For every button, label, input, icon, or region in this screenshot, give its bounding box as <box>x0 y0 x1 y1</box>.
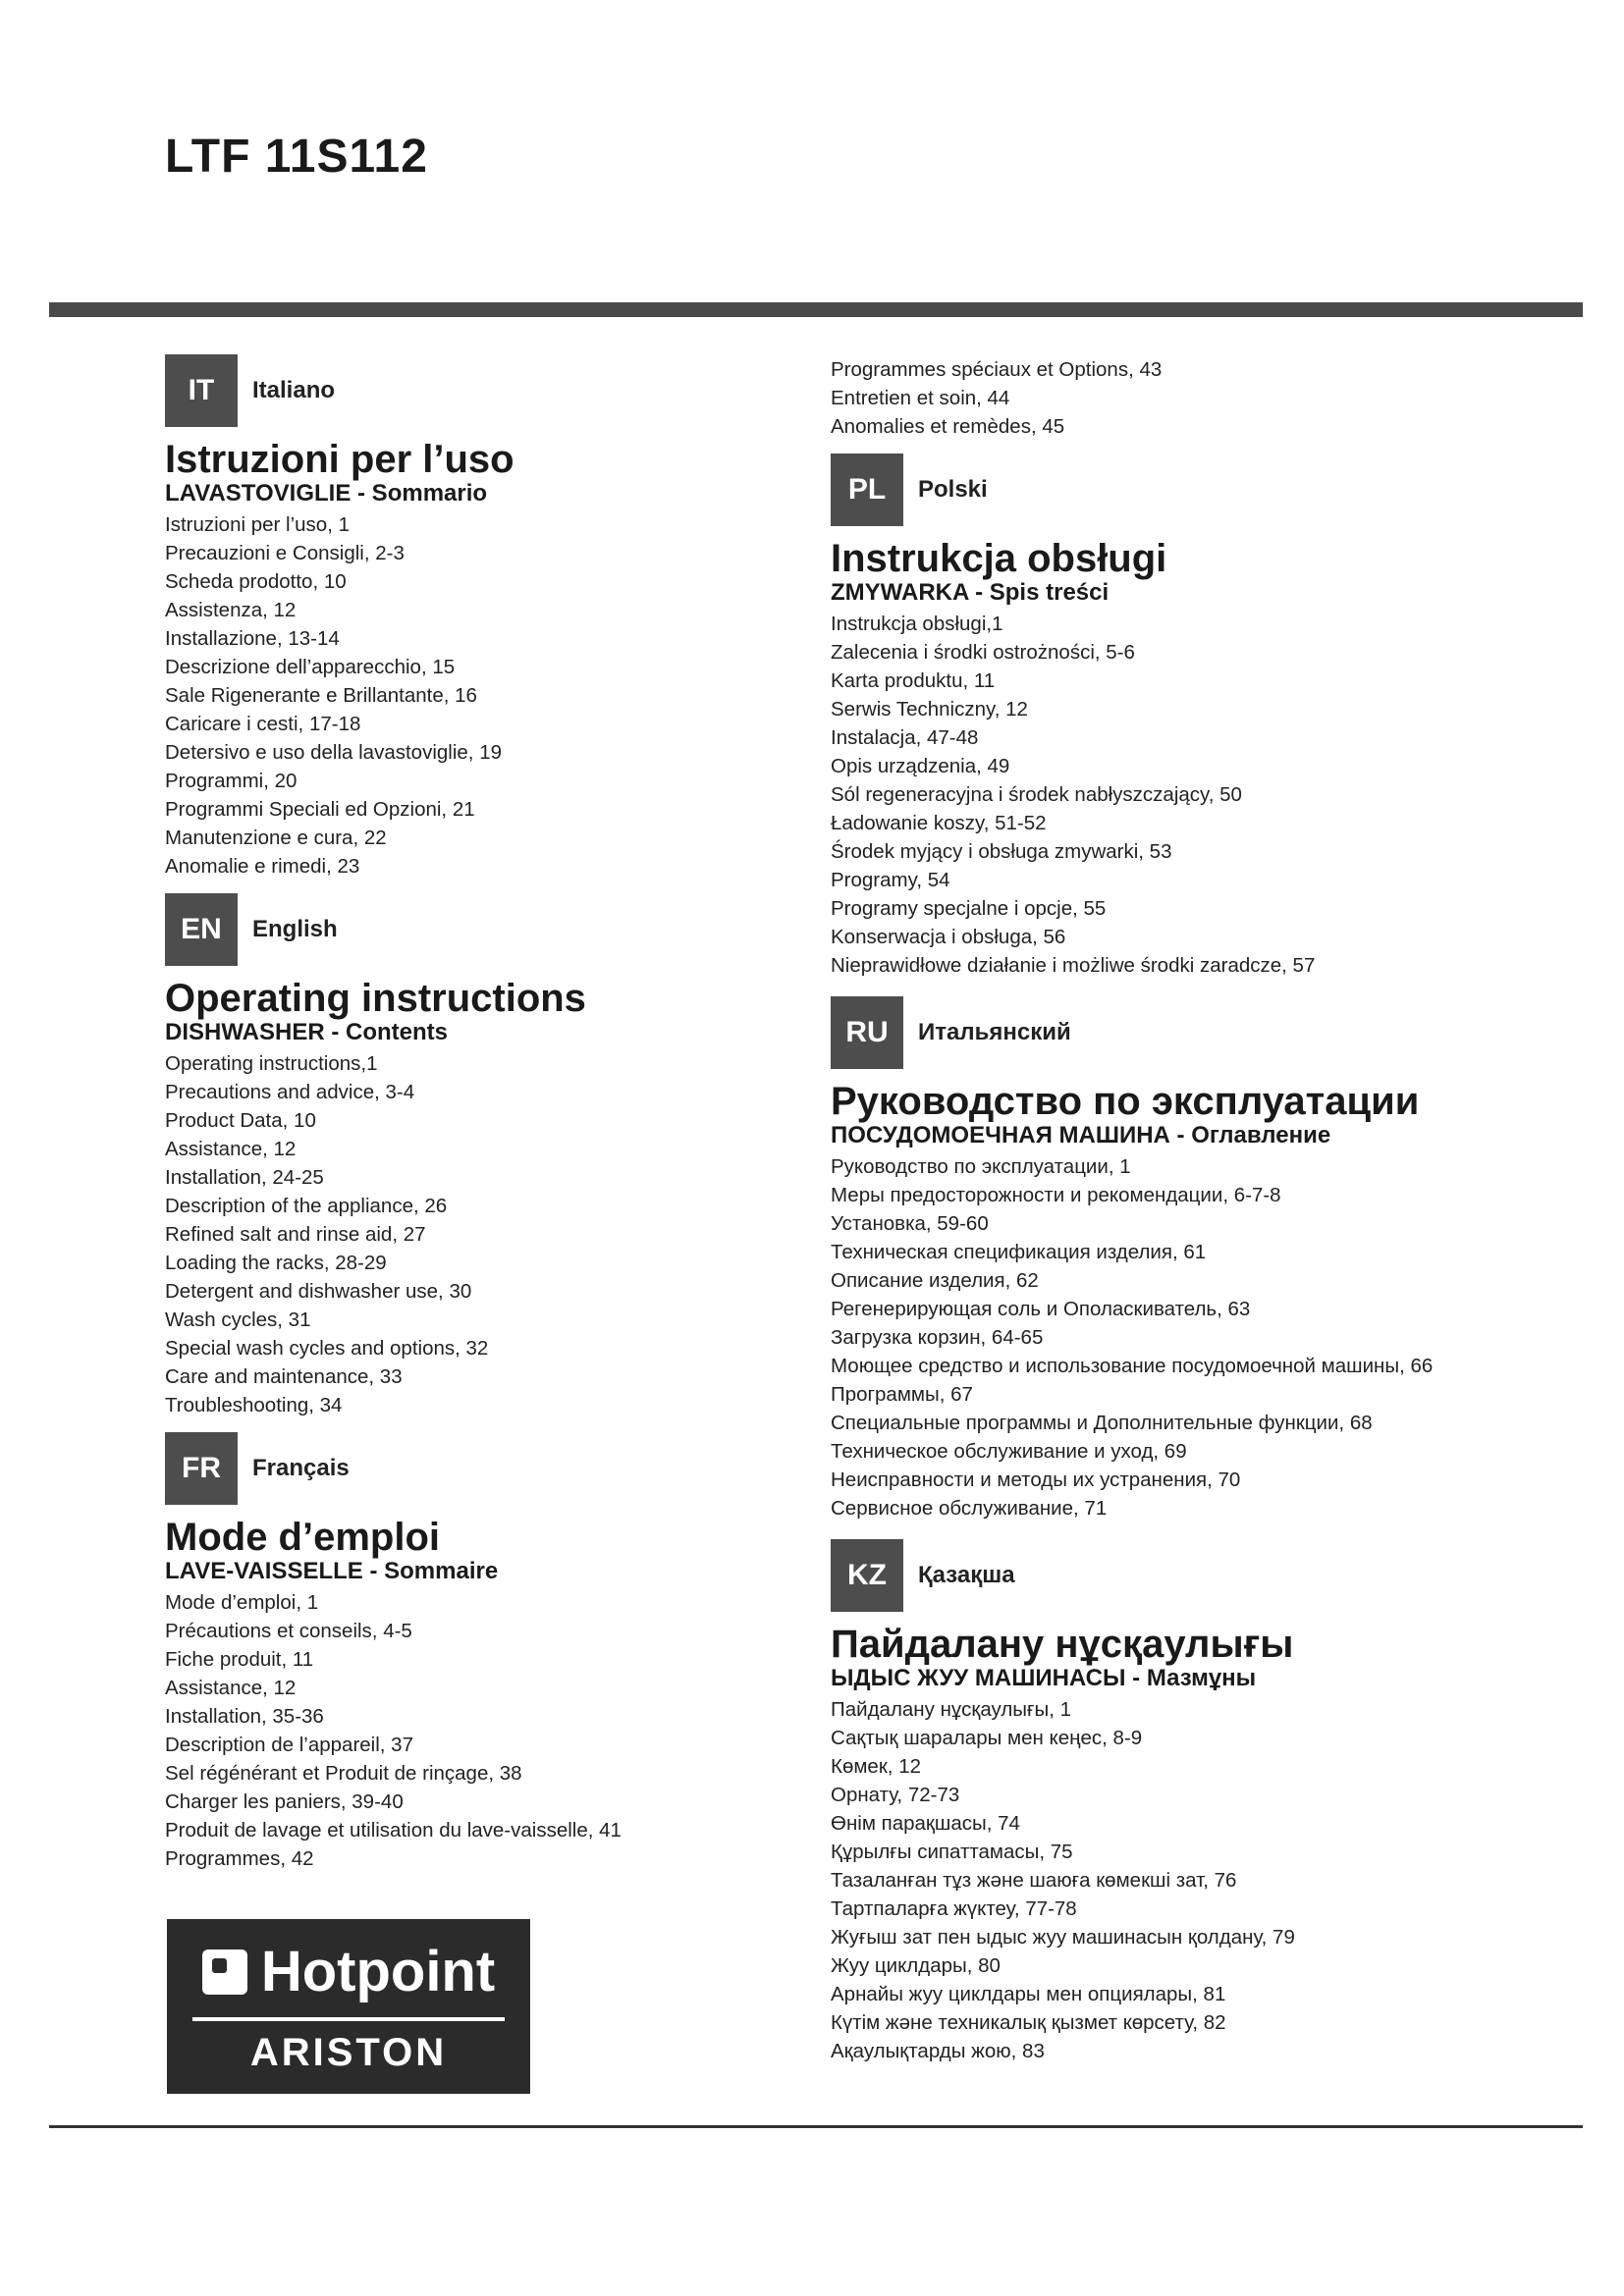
toc-item: Manutenzione e cura, 22 <box>165 827 387 849</box>
toc-item: Специальные программы и Дополнительные функции, 68 <box>831 1412 1373 1434</box>
doc-title: Руководство по эксплуатации <box>831 1080 1420 1123</box>
toc-item: Wash cycles, 31 <box>165 1308 311 1331</box>
toc-item: Көмек, 12 <box>831 1755 921 1778</box>
toc-item: Caricare i cesti, 17-18 <box>165 713 361 735</box>
toc-item: Mode d’emploi, 1 <box>165 1591 319 1614</box>
toc-item: Loading the racks, 28-29 <box>165 1252 387 1274</box>
toc-item: Описание изделия, 62 <box>831 1269 1039 1292</box>
toc-item: Care and maintenance, 33 <box>165 1365 403 1388</box>
toc-item: Тазаланған тұз және шаюға көмекші зат, 76 <box>831 1869 1237 1892</box>
toc-item: Special wash cycles and options, 32 <box>165 1337 489 1360</box>
toc-item: Programmes, 42 <box>165 1847 314 1870</box>
logo-top-row <box>167 1940 530 2003</box>
footer-divider-line <box>49 2125 1583 2128</box>
header-divider-bar <box>49 302 1583 317</box>
toc-item: Күтім және техникалық қызмет көрсету, 82 <box>831 2011 1226 2034</box>
lang-code-badge: PL <box>831 454 903 526</box>
right-column <box>831 355 1577 2065</box>
doc-subtitle: LAVASTOVIGLIE - Sommario <box>165 480 488 507</box>
toc-item: Charger les paniers, 39-40 <box>165 1790 404 1813</box>
left-column <box>165 355 911 1873</box>
toc-item: Техническая спецификация изделия, 61 <box>831 1241 1207 1263</box>
toc-item: Жуғыш зат пен ыдыс жуу машинасын қолдану, 79 <box>831 1926 1295 1949</box>
toc-item: Refined salt and rinse aid, 27 <box>165 1223 426 1246</box>
toc-item: Assistance, 12 <box>165 1138 297 1160</box>
lang-code-badge: RU <box>831 996 903 1069</box>
model-title: LTF 11S112 <box>165 131 428 183</box>
lang-code-badge: EN <box>165 893 238 966</box>
logo-divider <box>192 2017 505 2021</box>
doc-subtitle: ПОСУДОМОЕЧНАЯ МАШИНА - Оглавление <box>831 1122 1331 1148</box>
toc-list <box>831 610 1577 980</box>
toc-item: Troubleshooting, 34 <box>165 1394 343 1416</box>
toc-item: Karta produktu, 11 <box>831 669 996 692</box>
lang-header <box>831 454 1577 525</box>
logo-sub-text: ARISTON <box>249 2031 448 2074</box>
lang-name: Français <box>252 1455 350 1481</box>
toc-item: Өнім парақшасы, 74 <box>831 1812 1020 1835</box>
toc-item: Description de l’appareil, 37 <box>165 1734 413 1756</box>
toc-item: Operating instructions,1 <box>165 1052 378 1075</box>
toc-item: Programy, 54 <box>831 869 950 891</box>
lang-header <box>165 1433 911 1504</box>
toc-item: Detersivo e uso della lavastoviglie, 19 <box>165 741 502 764</box>
toc-item: Жуу циклдары, 80 <box>831 1954 1001 1977</box>
toc-item: Descrizione dell’apparecchio, 15 <box>165 656 456 678</box>
toc-item: Sel régénérant et Produit de rinçage, 38 <box>165 1762 522 1785</box>
toc-item: Installazione, 13-14 <box>165 627 340 650</box>
toc-item: Assistenza, 12 <box>165 599 297 621</box>
toc-item: Programmi Speciali ed Opzioni, 21 <box>165 798 475 821</box>
doc-subtitle: DISHWASHER - Contents <box>165 1019 448 1045</box>
section-russian <box>831 997 1577 1522</box>
toc-item: Środek myjący i obsługa zmywarki, 53 <box>831 840 1172 863</box>
hotpoint-ariston-logo <box>167 1919 530 2094</box>
toc-item: Құрылғы сипаттамасы, 75 <box>831 1841 1073 1863</box>
toc-item: Руководство по эксплуатации, 1 <box>831 1155 1131 1178</box>
lang-name: Polski <box>918 476 988 503</box>
toc-list <box>831 1152 1577 1522</box>
hotpoint-mark-icon <box>202 1949 247 1995</box>
toc-item: Programmi, 20 <box>165 770 298 792</box>
toc-item: Description of the appliance, 26 <box>165 1195 448 1217</box>
toc-item: Précautions et conseils, 4-5 <box>165 1620 412 1642</box>
toc-item: Product Data, 10 <box>165 1109 316 1132</box>
toc-item: Entretien et soin, 44 <box>831 387 1010 409</box>
lang-code-badge: IT <box>165 354 238 427</box>
toc-item: Installation, 35-36 <box>165 1705 324 1728</box>
toc-list <box>165 1588 911 1873</box>
toc-item: Sale Rigenerante e Brillantante, 16 <box>165 684 477 707</box>
lang-header <box>165 894 911 965</box>
lang-header <box>165 355 911 426</box>
doc-subtitle: LAVE-VAISSELLE - Sommaire <box>165 1558 499 1584</box>
toc-item: Produit de lavage et utilisation du lave-vaisselle, 41 <box>165 1819 622 1842</box>
toc-item: Scheda prodotto, 10 <box>165 570 347 593</box>
toc-item: Ładowanie koszy, 51-52 <box>831 812 1047 834</box>
toc-item: Detergent and dishwasher use, 30 <box>165 1280 472 1303</box>
lang-header <box>831 1540 1577 1611</box>
toc-list <box>165 1049 911 1419</box>
doc-title: Instrukcja obsługi <box>831 537 1167 580</box>
toc-item: Регенерирующая соль и Ополаскиватель, 63 <box>831 1298 1251 1320</box>
toc-item: Anomalie e rimedi, 23 <box>165 855 360 878</box>
doc-title: Mode d’emploi <box>165 1516 440 1559</box>
toc-item: Загрузка корзин, 64-65 <box>831 1326 1044 1349</box>
toc-item: Sól regeneracyjna i środek nabłyszczający, 50 <box>831 783 1242 806</box>
lang-header <box>831 997 1577 1068</box>
logo-brand-text: Hotpoint <box>260 1940 496 2003</box>
toc-item: Fiche produit, 11 <box>165 1648 314 1671</box>
toc-item: Assistance, 12 <box>165 1677 297 1699</box>
toc-item: Programmes spéciaux et Options, 43 <box>831 358 1163 381</box>
lang-name: English <box>252 916 338 942</box>
toc-item: Меры предосторожности и рекомендации, 6-7-8 <box>831 1184 1281 1206</box>
toc-item: Konserwacja i obsługa, 56 <box>831 926 1066 948</box>
toc-item: Ақаулықтарды жою, 83 <box>831 2040 1045 2062</box>
toc-item: Техническое обслуживание и уход, 69 <box>831 1440 1187 1463</box>
doc-subtitle: ЫДЫС ЖУУ МАШИНАСЫ - Мазмұны <box>831 1665 1257 1691</box>
doc-title: Пайдалану нұсқаулығы <box>831 1623 1294 1666</box>
toc-item: Моющее средство и использование посудомоечной машины, 66 <box>831 1355 1434 1377</box>
toc-item: Неисправности и методы их устранения, 70 <box>831 1468 1241 1491</box>
toc-item: Precautions and advice, 3-4 <box>165 1081 415 1103</box>
toc-item: Орнату, 72-73 <box>831 1784 960 1806</box>
toc-list <box>165 510 911 881</box>
toc-item: Сервисное обслуживание, 71 <box>831 1497 1108 1520</box>
doc-title: Istruzioni per l’uso <box>165 438 514 481</box>
toc-item: Сақтық шаралары мен кеңес, 8-9 <box>831 1727 1143 1749</box>
toc-item: Programy specjalne i opcje, 55 <box>831 897 1107 920</box>
toc-item: Installation, 24-25 <box>165 1166 324 1189</box>
toc-item: Программы, 67 <box>831 1383 973 1406</box>
lang-name: Italiano <box>252 377 336 403</box>
toc-item: Установка, 59-60 <box>831 1212 989 1235</box>
section-kazakh <box>831 1540 1577 2065</box>
toc-item: Instrukcja obsługi,1 <box>831 613 1003 635</box>
toc-list <box>831 1695 1577 2065</box>
doc-subtitle: ZMYWARKA - Spis treści <box>831 579 1110 606</box>
toc-list-french-continued <box>831 355 1577 441</box>
toc-item: Тартпаларға жүктеу, 77-78 <box>831 1897 1077 1920</box>
section-polish <box>831 454 1577 980</box>
toc-item: Nieprawidłowe działanie i możliwe środki zaradcze, 57 <box>831 954 1316 977</box>
toc-item: Instalacja, 47-48 <box>831 726 979 749</box>
doc-title: Operating instructions <box>165 977 586 1020</box>
toc-item: Арнайы жуу циклдары мен опциялары, 81 <box>831 1983 1226 2005</box>
lang-code-badge: KZ <box>831 1539 903 1612</box>
section-italian <box>165 355 911 881</box>
lang-code-badge: FR <box>165 1432 238 1505</box>
lang-name: Қазақша <box>918 1562 1015 1588</box>
section-english <box>165 894 911 1419</box>
toc-item: Zalecenia i środki ostrożności, 5-6 <box>831 641 1135 664</box>
lang-name: Итальянский <box>918 1019 1071 1045</box>
toc-item: Precauzioni e Consigli, 2-3 <box>165 542 405 564</box>
toc-item: Anomalies et remèdes, 45 <box>831 415 1065 438</box>
toc-item: Opis urządzenia, 49 <box>831 755 1010 777</box>
section-french <box>165 1433 911 1873</box>
toc-item: Пайдалану нұсқаулығы, 1 <box>831 1698 1072 1721</box>
toc-item: Istruzioni per l’uso, 1 <box>165 513 351 536</box>
toc-item: Serwis Techniczny, 12 <box>831 698 1028 721</box>
